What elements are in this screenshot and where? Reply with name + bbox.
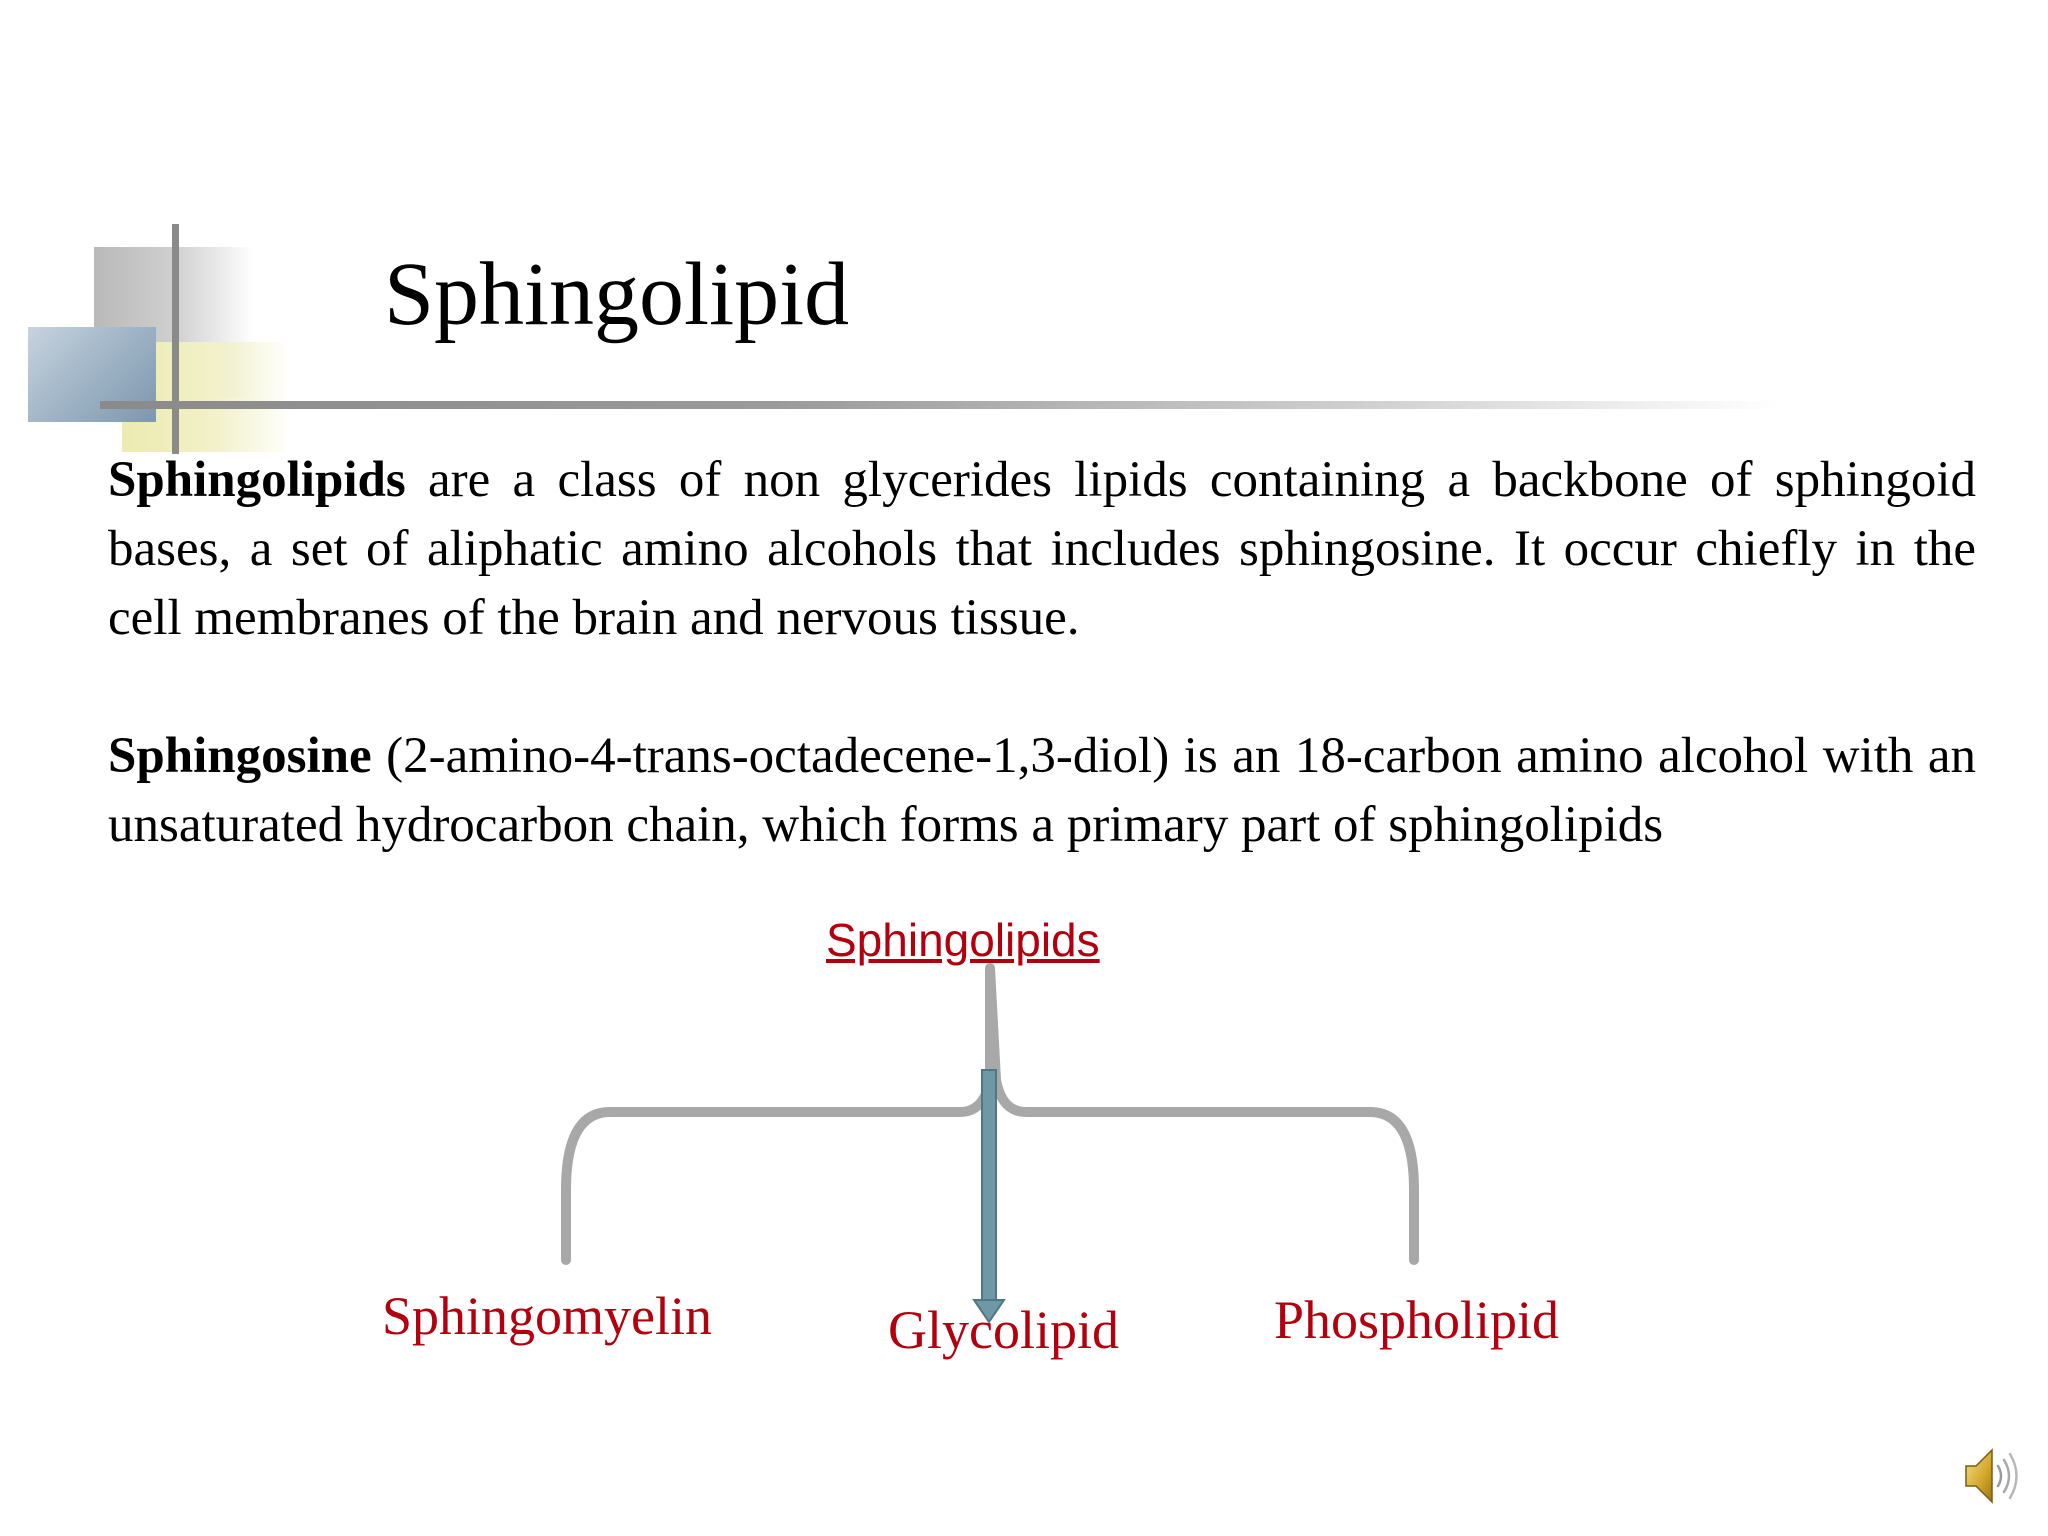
diagram-root-label: Sphingolipids (826, 914, 1100, 966)
term-sphingolipids: Sphingolipids (108, 452, 406, 508)
definition-text-sphingolipids: are a class of non glycerides lipids containing a backbone of sphingoid bases, a set of aliphatic amino alcohols that includes sphingosine. It occur chiefly in the cell membranes of the brain and nervous tissue. (108, 452, 1976, 646)
diagram-leaf-sphingomyelin: Sphingomyelin (382, 1286, 713, 1346)
diagram-leaf-glycolipid: Glycolipid (888, 1300, 1119, 1360)
speaker-icon[interactable] (1962, 1440, 2024, 1512)
diagram-leaf-phospholipid: Phospholipid (1274, 1290, 1560, 1350)
term-sphingosine: Sphingosine (108, 728, 372, 784)
arrow-shaft (982, 1070, 996, 1304)
slide-title: Sphingolipid (384, 245, 850, 344)
definition-text-sphingosine: (2-amino-4-trans-octadecene-1,3-diol) is an 18-carbon amino alcohol with an unsaturated hydrocarbon chain, which forms a primary part of sphingolipids (108, 728, 1976, 853)
